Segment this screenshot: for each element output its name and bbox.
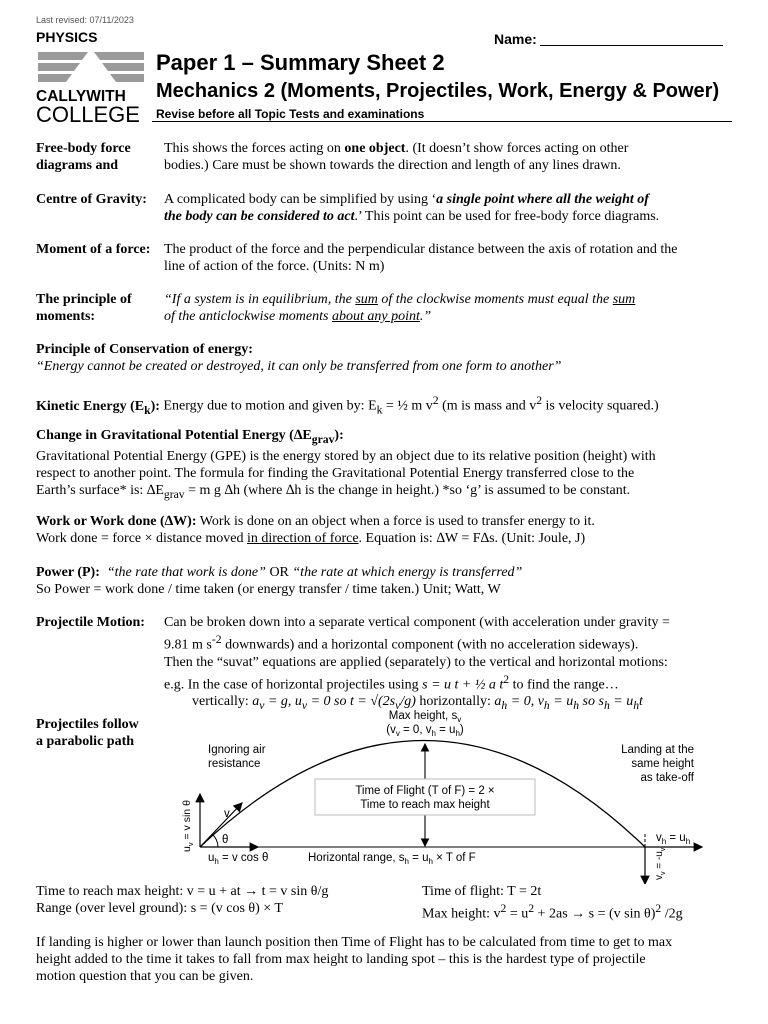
landing-label-2: same height (631, 758, 694, 770)
ignoring-label-2: resistance (208, 758, 261, 770)
fbd-label: Free-body force diagrams and (36, 141, 131, 173)
landing-label-3: as take-off (640, 772, 694, 784)
velocity-label: v (224, 808, 230, 820)
velocity-arrow (200, 803, 242, 847)
subject-label: PHYSICS (36, 29, 98, 45)
principle-label: The principle of moments: (36, 292, 132, 324)
vh-label: $v_h = u_h$ (656, 832, 691, 846)
uh-label: $u_h = v$ cos θ (208, 852, 269, 866)
logo-line2: COLLEGE (36, 102, 140, 124)
college-logo (36, 46, 146, 124)
closing-paragraph: If landing is higher or lower than launch position then Time of Flight has to be calculated from time to get to max height added to the time it takes to fall from max height to landing spot – this is the hardest type of projectile motion question that you can be given. (36, 935, 673, 984)
logo-line1: CALLYWITH (36, 88, 126, 105)
work-section: Work or Work done (∆W): Work is done on an object when a force is used to transfer energy to it. Work done = force × distance moved in direction of force. Equation is: ∆W = F∆s. (Unit: Joule, J) (36, 514, 595, 546)
page-subtitle: Mechanics 2 (Moments, Projectiles, Work, Energy & Power) (156, 80, 720, 102)
projectile-diagram (170, 704, 740, 884)
cog-text: A complicated body can be simplified by using ‘a single point where all the weight of the body can be considered to act.’ This point can be used for free-body force diagrams. (164, 192, 660, 224)
moment-text: The product of the force and the perpendicular distance between the axis of rotation and the line of action of the force. (Units: N m) (164, 242, 678, 274)
name-label: Name: (494, 31, 537, 47)
name-field[interactable] (540, 45, 723, 46)
max-height-values: ($v_v = 0$, $v_h = u_h$) (386, 724, 464, 738)
uv-label: $u_v = v$ sin θ (181, 800, 195, 852)
ignoring-label-1: Ignoring air (208, 744, 266, 756)
principle-text: “If a system is in equilibrium, the sum of the clockwise moments must equal the sum of the anticlockwise moments about any point.” (164, 292, 636, 324)
fbd-text: This shows the forces acting on one object. (It doesn’t show forces acting on other bodies.) Care must be shown towards the direction and length of any lines drawn. (164, 141, 629, 173)
range-label: Horizontal range, $s_h = u_h \times T$ of F (308, 852, 476, 866)
revise-note: Revise before all Topic Tests and examinations (156, 107, 425, 121)
vv-label: $v_v = -u_v$ (654, 847, 667, 880)
cog-label: Centre of Gravity: (36, 192, 147, 207)
page-title: Paper 1 – Summary Sheet 2 (156, 50, 445, 75)
conservation-section: Principle of Conservation of energy: “Energy cannot be created or destroyed, it can only be transferred from one form to another” (36, 342, 562, 374)
parabolic-label: Projectiles follow a parabolic path (36, 717, 139, 749)
header-divider (152, 121, 732, 122)
projectile-text: Can be broken down into a separate vertical component (with acceleration under gravity = 9.81 m $s^{-2}$ downwards) and a horizontal component (with no acceleration sideways). Then the “suvat” equations are applied (separately) to the vertical and horizontal motions: e.g. In the case of horizontal projectiles using s = u t + ½ a $t^2$ to find the range… vertically: $a_v = g$, $u_v = 0$ so $t = √(2s_v/g)$ horizontally: $a_h = 0$, $v_h = u_h$ so $s_h = u_ht$ (164, 615, 670, 713)
moment-label: Moment of a force: (36, 242, 151, 257)
power-section: Power (P): “the rate that work is done” OR “the rate at which energy is transferred” So Power = work done / time taken (or energy transfer / time taken.) Unit; Watt, W (36, 565, 523, 597)
equations-left: Time to reach max height: v = u + at → t = v sin θ/g Range (over level ground): s = (v cos θ) × T (36, 884, 329, 916)
projectile-label: Projectile Motion: (36, 615, 145, 630)
ke-section: Kinetic Energy $(E_k)$: Energy due to motion and given by: $E_k$ = ½ m $v^2$ (m is mass and $v^2$ is velocity squared.) (36, 394, 659, 417)
last-revised: Last revised: 07/11/2023 (36, 15, 134, 25)
gpe-section: Change in Gravitational Potential Energy $(\Delta E_{grav})$: Gravitational Potential Energy (GPE) is the energy stored by an object due to its relative position (height) with respect to another point. The formula for finding the Gravitational Potential Energy transferred close to the Earth’s surface* is: $\Delta E_{grav} = m$ g ∆h (where ∆h is the change in height.) *so ‘g’ is assumed to be constant. (36, 428, 656, 501)
tof-line1: Time of Flight (T of F) = 2 × (355, 785, 495, 797)
max-height-label: Max height, $s_v$ (388, 710, 462, 724)
theta-label: θ (222, 834, 229, 846)
tof-line2: Time to reach max height (360, 799, 490, 811)
equations-right: Time of flight: T = 2t Max height: $v^2 = u^2 + 2as \to s = (v$ sin θ)$^2$ /2g (422, 884, 683, 922)
landing-label-1: Landing at the (621, 744, 694, 756)
